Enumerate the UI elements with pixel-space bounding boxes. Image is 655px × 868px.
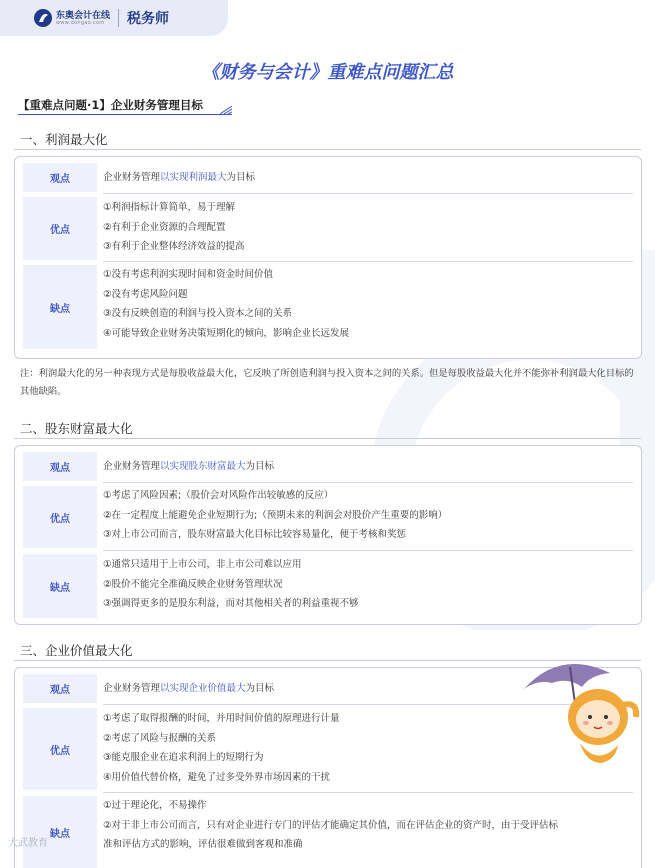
- row-view: [15, 163, 641, 192]
- table-shareholder-max: [14, 445, 642, 625]
- header-separator: [118, 9, 119, 27]
- row-divider: [103, 550, 633, 551]
- topic-corner-decoration-icon: [220, 106, 232, 114]
- row-cons: [15, 796, 641, 868]
- row-pros: [15, 197, 641, 260]
- topic-title: 【重难点问题·1】企业财务管理目标: [18, 98, 203, 112]
- row-divider: [103, 792, 633, 793]
- view-prefix: 企业财务管理: [103, 683, 161, 694]
- list-item: ①过于理论化，不易操作: [103, 800, 207, 811]
- list-item: ①利润指标计算简单，易于理解: [103, 202, 236, 213]
- list-item: ③对上市公司而言，股东财富最大化目标比较容易量化，便于考核和奖惩: [103, 529, 407, 540]
- footer-watermark-text: 大武教育: [8, 838, 48, 849]
- view-suffix: 为目标: [226, 172, 256, 183]
- row-pros: [15, 486, 641, 548]
- section-title-profit: 一、利润最大化: [20, 132, 108, 147]
- list-item: ①没有考虑利润实现时间和资金时间价值: [103, 269, 274, 280]
- row-label-pros: 优点: [23, 708, 97, 790]
- list-item: ②没有考虑风险问题: [103, 288, 188, 300]
- view-suffix: 为目标: [245, 683, 275, 694]
- row-label-cons: 缺点: [23, 796, 97, 868]
- list-item: ①考虑了风险因素;（股价会对风险作出较敏感的反应）: [103, 490, 334, 501]
- list-item: ③能克服企业在追求利润上的短期行为: [103, 752, 264, 763]
- view-text: [103, 168, 631, 188]
- page-header: [0, 0, 655, 36]
- cons-list: [103, 796, 631, 855]
- row-cons: [15, 554, 641, 618]
- row-divider: [103, 261, 633, 262]
- row-view: [15, 452, 641, 481]
- table-profit-max: [14, 156, 642, 359]
- list-item: ③有利于企业整体经济效益的提高: [103, 241, 245, 252]
- list-item: ①考虑了取得报酬的时间，并用时间价值的原理进行计量: [103, 713, 340, 724]
- dongao-logo-icon: [33, 8, 53, 28]
- view-highlight: 以实现股东财富最大: [160, 461, 246, 472]
- row-divider: [103, 482, 633, 483]
- list-item: 准和评估方式的影响，评估很难做到客观和准确: [103, 839, 303, 850]
- row-cons: [15, 265, 641, 349]
- list-item: ②对于非上市公司而言，只有对企业进行专门的评估才能确定其价值，而在评估企业的资产时，由于受评估标: [103, 819, 559, 831]
- row-label-pros: 优点: [23, 486, 97, 548]
- row-label-cons: 缺点: [23, 554, 97, 618]
- list-item: ②考虑了风险与报酬的关系: [103, 732, 217, 744]
- row-label-view: 观点: [23, 674, 97, 703]
- cons-list: [103, 555, 631, 614]
- pros-list: [103, 486, 631, 545]
- mascot-umbrella-icon: [520, 655, 645, 767]
- row-label-view: 观点: [23, 163, 97, 192]
- section-title-enterprise: 三、企业价值最大化: [20, 643, 133, 658]
- section-divider: [14, 438, 641, 439]
- pros-list: [103, 198, 631, 257]
- list-item: ②股价不能完全准确反映企业财务管理状况: [103, 578, 283, 590]
- topic-underline: [18, 114, 232, 115]
- row-label-view: 观点: [23, 452, 97, 481]
- logo-url: www.dongao.com: [56, 20, 105, 26]
- row-label-cons: 缺点: [23, 265, 97, 349]
- list-item: ④可能导致企业财务决策短期化的倾向，影响企业长远发展: [103, 327, 350, 339]
- view-text: [103, 457, 631, 477]
- list-item: ③没有反映创造的利润与投入资本之间的关系: [103, 308, 293, 319]
- document-title: 《财务与会计》重难点问题汇总: [201, 62, 454, 83]
- cons-list: [103, 265, 631, 343]
- logo-text: 东奥会计在线: [56, 11, 111, 21]
- header-section-label: 税务师: [127, 11, 169, 27]
- row-label-pros: 优点: [23, 197, 97, 260]
- view-prefix: 企业财务管理: [103, 461, 161, 472]
- view-suffix: 为目标: [245, 461, 275, 472]
- row-divider: [103, 193, 633, 194]
- section-divider: [14, 149, 641, 150]
- note-text: 注：利润最大化的另一种表现方式是每股收益最大化，它反映了所创造利润与投入资本之间的关系。但是每股收益最大化并不能弥补利润最大化目标的其他缺陷。: [20, 368, 634, 397]
- list-item: ②有利于企业资源的合理配置: [103, 221, 226, 233]
- view-highlight: 以实现利润最大: [160, 172, 227, 183]
- list-item: ③强调得更多的是股东利益，而对其他相关者的利益重视不够: [103, 598, 359, 609]
- list-item: ①通常只适用于上市公司，非上市公司难以应用: [103, 559, 302, 570]
- list-item: ②在一定程度上能避免企业短期行为;（预期未来的利润会对股价产生重要的影响）: [103, 509, 448, 521]
- view-prefix: 企业财务管理: [103, 172, 161, 183]
- view-highlight: 以实现企业价值最大: [160, 683, 246, 694]
- list-item: ④用价值代替价格，避免了过多受外界市场因素的干扰: [103, 771, 331, 783]
- section-title-shareholder: 二、股东财富最大化: [20, 421, 133, 436]
